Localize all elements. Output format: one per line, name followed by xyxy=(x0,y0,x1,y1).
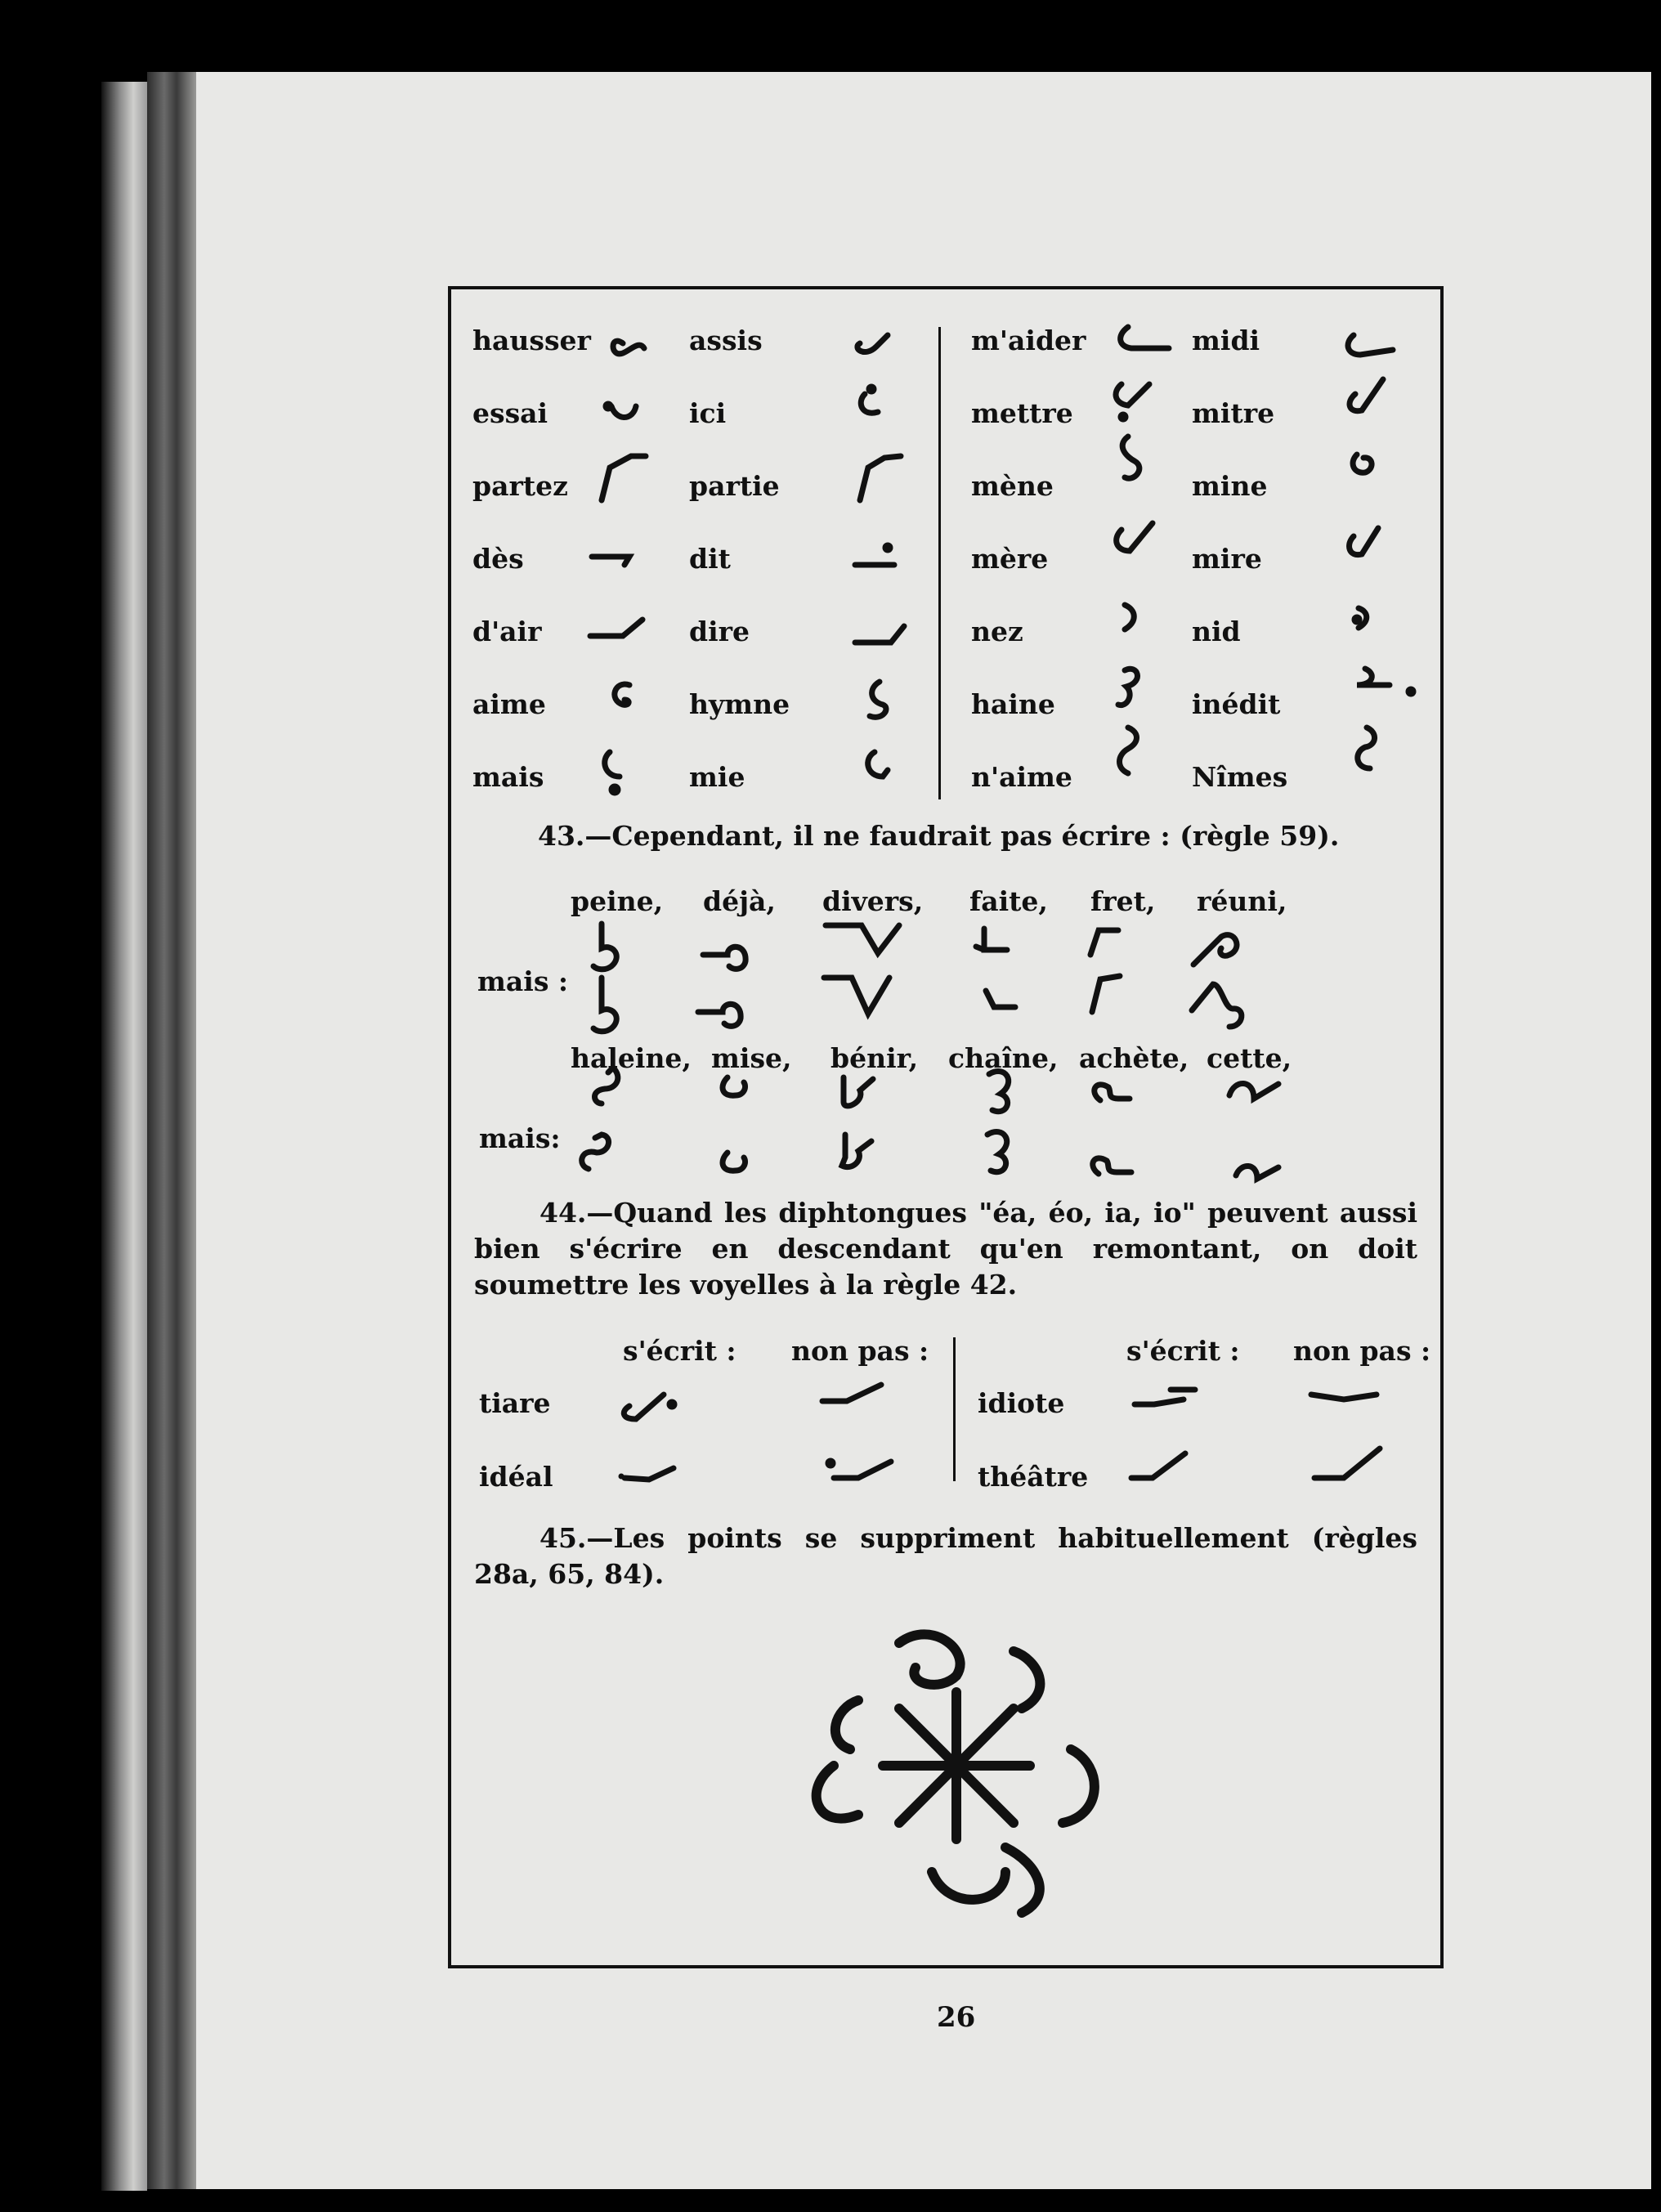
r44-header-nonpas-left: non pas : xyxy=(791,1335,929,1367)
word-mene: mène xyxy=(971,470,1054,502)
word-partie: partie xyxy=(689,470,780,502)
r44-word-tiare: tiare xyxy=(479,1387,551,1419)
r43-mais2: mais: xyxy=(479,1122,561,1154)
word-hymne: hymne xyxy=(689,688,790,720)
r43-word-reuni: réuni, xyxy=(1197,885,1287,917)
r44-word-theatre: théâtre xyxy=(978,1461,1089,1493)
r43-word-achete: achète, xyxy=(1079,1042,1189,1074)
word-midi: midi xyxy=(1192,325,1260,356)
page-number: 26 xyxy=(937,2001,976,2034)
r44-word-idiote: idiote xyxy=(978,1387,1065,1419)
word-mine: mine xyxy=(1192,470,1268,502)
word-essai: essai xyxy=(472,397,548,429)
r43-word-cette: cette, xyxy=(1207,1042,1292,1074)
r43-word-divers: divers, xyxy=(822,885,924,917)
r43-word-peine: peine, xyxy=(571,885,664,917)
word-naime: n'aime xyxy=(971,761,1072,793)
word-mais: mais xyxy=(472,761,544,793)
word-des: dès xyxy=(472,543,524,575)
word-nimes: Nîmes xyxy=(1192,761,1288,793)
word-aime: aime xyxy=(472,688,546,720)
r43-word-haleine: haleine, xyxy=(571,1042,692,1074)
r43-word-mise: mise, xyxy=(711,1042,792,1074)
word-mettre: mettre xyxy=(971,397,1073,429)
word-inedit: inédit xyxy=(1192,688,1281,720)
r43-word-benir: bénir, xyxy=(830,1042,919,1074)
r44-word-ideal: idéal xyxy=(479,1461,553,1493)
word-haine: haine xyxy=(971,688,1055,720)
word-maider: m'aider xyxy=(971,325,1086,356)
r43-mais1: mais : xyxy=(477,965,569,997)
word-assis: assis xyxy=(689,325,763,356)
shorthand-ornament-icon xyxy=(785,1602,1128,1929)
word-dair: d'air xyxy=(472,616,542,647)
word-nid: nid xyxy=(1192,616,1241,647)
word-hausser: hausser xyxy=(472,325,591,356)
r44-header-ecrit-left: s'écrit : xyxy=(623,1335,736,1367)
r43-word-chaine: chaîne, xyxy=(948,1042,1059,1074)
r43-word-fret: fret, xyxy=(1090,885,1156,917)
word-dire: dire xyxy=(689,616,750,647)
word-dit: dit xyxy=(689,543,731,575)
word-mire: mire xyxy=(1192,543,1262,575)
word-mie: mie xyxy=(689,761,745,793)
r43-word-faite: faite, xyxy=(969,885,1048,917)
word-mitre: mitre xyxy=(1192,397,1275,429)
word-nez: nez xyxy=(971,616,1023,647)
r44-header-nonpas-right: non pas : xyxy=(1293,1335,1431,1367)
word-partez: partez xyxy=(472,470,568,502)
rule44-text: 44.—Quand les diphtongues "éa, éo, ia, io" peuvent aussi bien s'écrire en descendant qu'en remontant, on doit soumettre les voyelles à la règle 42. xyxy=(474,1197,1417,1301)
rule43-text: 43.—Cependant, il ne faudrait pas écrire : (règle 59). xyxy=(538,820,1340,852)
word-mere: mère xyxy=(971,543,1049,575)
word-ici: ici xyxy=(689,397,727,429)
r43-word-deja: déjà, xyxy=(703,885,776,917)
rule45-text: 45.—Les points se suppriment habituellement (règles 28a, 65, 84). xyxy=(474,1522,1417,1590)
r44-header-ecrit-right: s'écrit : xyxy=(1126,1335,1240,1367)
